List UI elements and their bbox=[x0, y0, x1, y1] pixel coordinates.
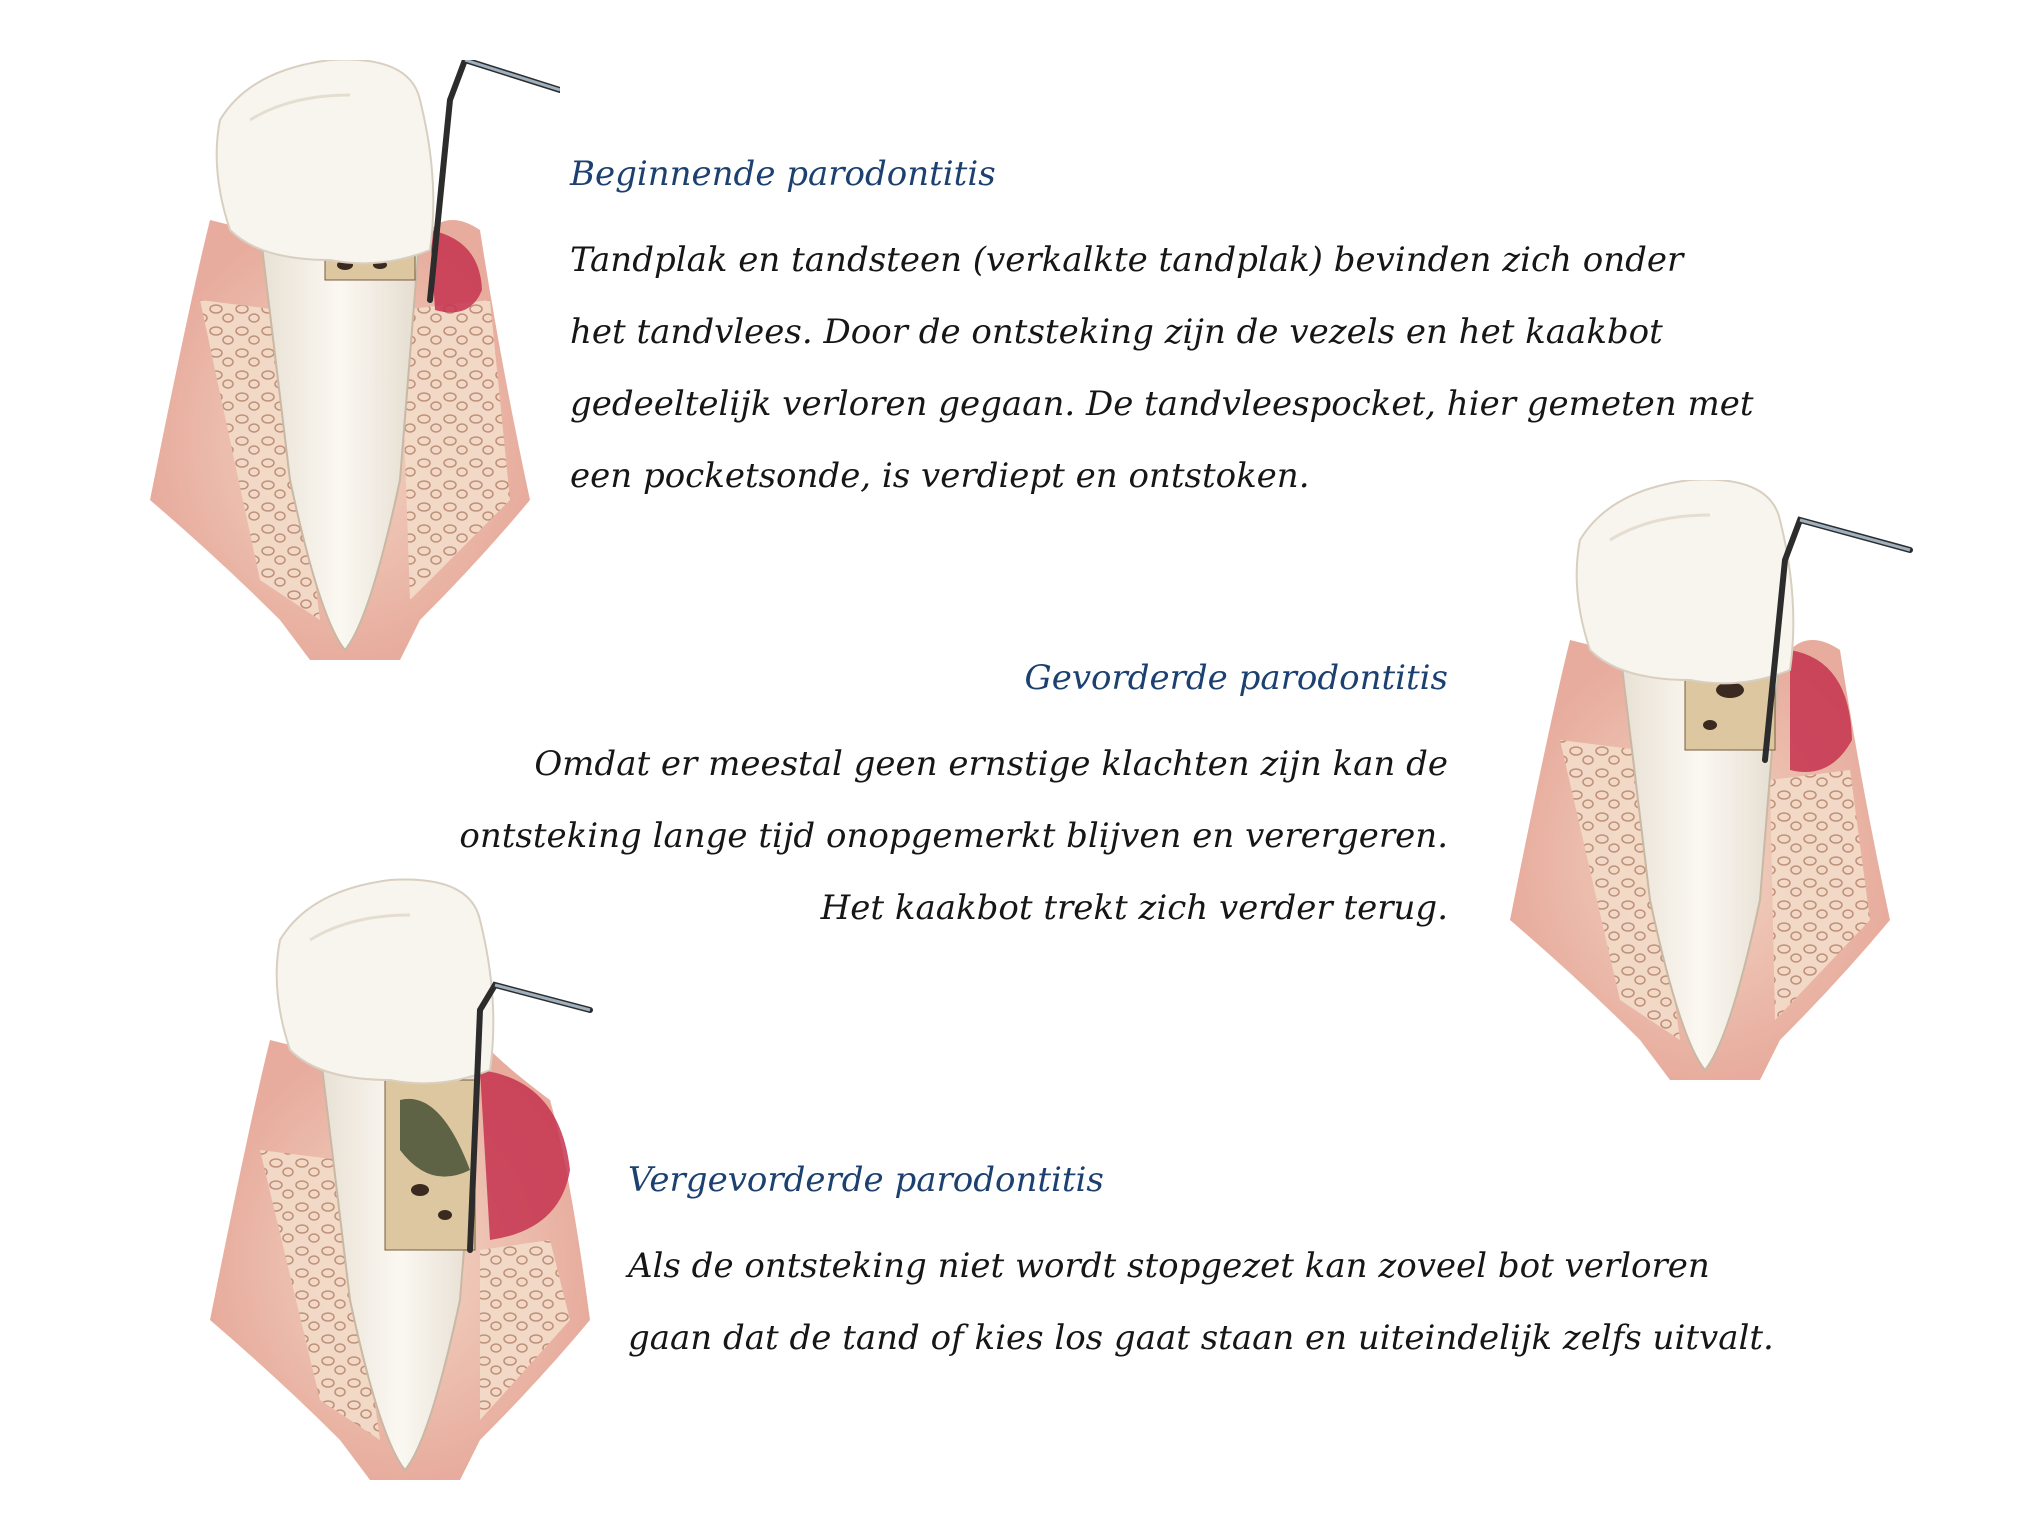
section-body bbox=[459, 728, 1448, 944]
section-body bbox=[628, 1230, 1774, 1374]
tooth-advanced-periodontitis-illustration bbox=[1490, 480, 1920, 1080]
body-line: gaan dat de tand of kies los gaat staan en uiteindelijk zelfs uitvalt. bbox=[628, 1318, 1774, 1358]
section-heading: Vergevorderde parodontitis bbox=[628, 1160, 1104, 1200]
section-body bbox=[570, 224, 1754, 512]
body-line: gedeeltelijk verloren gegaan. De tandvleespocket, hier gemeten met bbox=[570, 384, 1754, 424]
tooth-severe-periodontitis-illustration bbox=[190, 870, 620, 1480]
body-line: een pocketsonde, is verdiept en ontstoken. bbox=[570, 456, 1310, 496]
section-vergevorderde-parodontitis bbox=[628, 1158, 1774, 1374]
section-gevorderde-parodontitis bbox=[459, 656, 1448, 944]
body-line: Als de ontsteking niet wordt stopgezet kan zoveel bot verloren bbox=[628, 1246, 1710, 1286]
section-beginnende-parodontitis bbox=[570, 152, 1754, 512]
body-line: Tandplak en tandsteen (verkalkte tandplak) bevinden zich onder bbox=[570, 240, 1684, 280]
body-line: het tandvlees. Door de ontsteking zijn de vezels en het kaakbot bbox=[570, 312, 1663, 352]
body-line: Het kaakbot trekt zich verder terug. bbox=[820, 888, 1448, 928]
body-line: Omdat er meestal geen ernstige klachten zijn kan de bbox=[534, 744, 1448, 784]
body-line: ontsteking lange tijd onopgemerkt blijven en verergeren. bbox=[459, 816, 1448, 856]
tooth-early-periodontitis-illustration bbox=[130, 60, 560, 660]
section-heading: Gevorderde parodontitis bbox=[1024, 658, 1448, 698]
section-heading: Beginnende parodontitis bbox=[570, 154, 996, 194]
